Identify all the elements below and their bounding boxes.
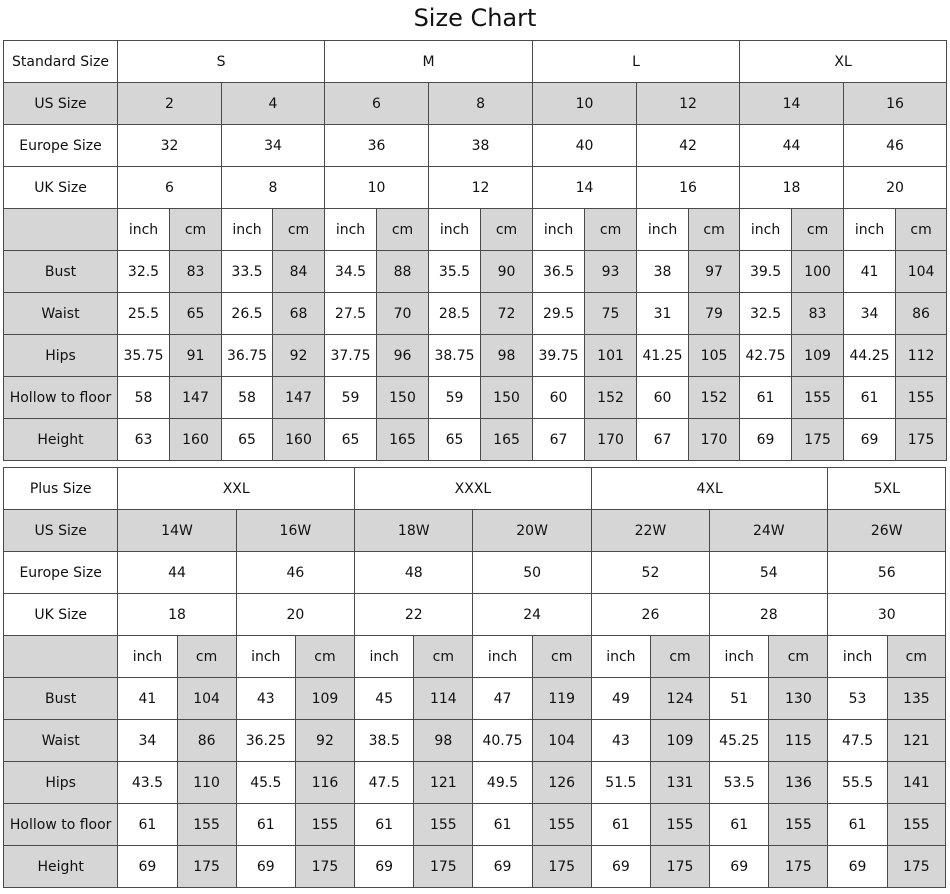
plus-unit-cm: cm [177, 636, 236, 678]
standard-waist-cm-value: 75 [585, 293, 637, 335]
plus-hips-inch-value: 55.5 [828, 762, 887, 804]
standard-corner-label: Standard Size [4, 41, 118, 83]
standard-unit-inch: inch [533, 209, 585, 251]
plus-hips-label: Hips [4, 762, 118, 804]
standard-bust-cm-value: 100 [792, 251, 844, 293]
standard-hollow-to-floor-cm-value: 155 [792, 377, 844, 419]
standard-waist-row [4, 293, 947, 335]
standard-hollow-to-floor-row [4, 377, 947, 419]
plus-unit-cm: cm [650, 636, 709, 678]
plus-group-5xl: 5XL [828, 468, 946, 510]
plus-bust-inch-value: 51 [710, 678, 769, 720]
standard-us-size-cell: 2 [118, 83, 222, 125]
standard-height-inch-value: 65 [222, 419, 273, 461]
plus-height-cm-value: 175 [769, 846, 828, 888]
plus-hollow-to-floor-cm-value: 155 [295, 804, 354, 846]
plus-hips-inch-value: 51.5 [591, 762, 650, 804]
plus-height-inch-value: 69 [828, 846, 887, 888]
standard-hips-label: Hips [4, 335, 118, 377]
plus-corner-label: Plus Size [4, 468, 118, 510]
plus-bust-inch-value: 47 [473, 678, 532, 720]
plus-height-inch-value: 69 [118, 846, 177, 888]
standard-hollow-to-floor-cm-value: 150 [377, 377, 429, 419]
plus-unit-inch: inch [828, 636, 887, 678]
standard-waist-cm-value: 86 [896, 293, 947, 335]
standard-unit-inch: inch [325, 209, 377, 251]
standard-hips-inch-value: 41.25 [637, 335, 689, 377]
standard-unit-cm: cm [689, 209, 740, 251]
plus-uk-size-label: UK Size [4, 594, 118, 636]
standard-hips-cm-value: 109 [792, 335, 844, 377]
plus-europe-size-cell: 56 [828, 552, 946, 594]
page-title: Size Chart [413, 4, 537, 32]
plus-height-cm-value: 175 [177, 846, 236, 888]
plus-waist-cm-value: 92 [295, 720, 354, 762]
plus-unit-cm: cm [887, 636, 945, 678]
standard-height-cm-value: 165 [377, 419, 429, 461]
plus-hips-cm-value: 141 [887, 762, 945, 804]
standard-us-size-cell: 8 [429, 83, 533, 125]
standard-hips-cm-value: 96 [377, 335, 429, 377]
standard-europe-size-label: Europe Size [4, 125, 118, 167]
plus-hollow-to-floor-inch-value: 61 [473, 804, 532, 846]
plus-waist-inch-value: 40.75 [473, 720, 532, 762]
plus-uk-size-cell: 24 [473, 594, 591, 636]
standard-hollow-to-floor-inch-value: 60 [637, 377, 689, 419]
plus-us-size-cell: 16W [236, 510, 354, 552]
plus-hollow-to-floor-inch-value: 61 [355, 804, 414, 846]
standard-us-size-cell: 14 [740, 83, 844, 125]
plus-hollow-to-floor-label: Hollow to floor [4, 804, 118, 846]
plus-us-size-cell: 20W [473, 510, 591, 552]
standard-group-row [4, 41, 947, 83]
plus-bust-cm-value: 119 [532, 678, 591, 720]
standard-unit-inch: inch [844, 209, 896, 251]
plus-group-row [4, 468, 946, 510]
standard-height-cm-value: 175 [896, 419, 947, 461]
standard-unit-row [4, 209, 947, 251]
standard-bust-cm-value: 90 [481, 251, 533, 293]
standard-hips-inch-value: 44.25 [844, 335, 896, 377]
standard-us-size-cell: 12 [637, 83, 740, 125]
standard-europe-size-cell: 44 [740, 125, 844, 167]
standard-uk-size-cell: 20 [844, 167, 947, 209]
standard-height-label: Height [4, 419, 118, 461]
standard-us-size-label: US Size [4, 83, 118, 125]
plus-height-cm-value: 175 [650, 846, 709, 888]
plus-europe-size-cell: 52 [591, 552, 709, 594]
plus-unit-inch: inch [473, 636, 532, 678]
standard-height-cm-value: 175 [792, 419, 844, 461]
standard-hollow-to-floor-inch-value: 60 [533, 377, 585, 419]
standard-height-inch-value: 69 [844, 419, 896, 461]
standard-waist-inch-value: 28.5 [429, 293, 481, 335]
plus-hollow-to-floor-cm-value: 155 [532, 804, 591, 846]
plus-unit-cm: cm [414, 636, 473, 678]
standard-unit-inch: inch [429, 209, 481, 251]
standard-hips-row [4, 335, 947, 377]
plus-hollow-to-floor-cm-value: 155 [650, 804, 709, 846]
plus-unit-inch: inch [355, 636, 414, 678]
standard-us-size-row [4, 83, 947, 125]
plus-uk-size-cell: 28 [710, 594, 828, 636]
plus-hollow-to-floor-inch-value: 61 [118, 804, 177, 846]
standard-unit-inch: inch [118, 209, 170, 251]
plus-height-inch-value: 69 [591, 846, 650, 888]
plus-unit-cm: cm [295, 636, 354, 678]
plus-hips-cm-value: 136 [769, 762, 828, 804]
plus-height-inch-value: 69 [355, 846, 414, 888]
standard-hollow-to-floor-cm-value: 155 [896, 377, 947, 419]
standard-waist-inch-value: 31 [637, 293, 689, 335]
standard-unit-cm: cm [481, 209, 533, 251]
standard-hollow-to-floor-cm-value: 152 [585, 377, 637, 419]
plus-hollow-to-floor-inch-value: 61 [710, 804, 769, 846]
standard-bust-label: Bust [4, 251, 118, 293]
standard-europe-size-cell: 36 [325, 125, 429, 167]
standard-hollow-to-floor-cm-value: 147 [170, 377, 222, 419]
standard-group-m: M [325, 41, 533, 83]
plus-waist-cm-value: 121 [887, 720, 945, 762]
standard-hollow-to-floor-label: Hollow to floor [4, 377, 118, 419]
standard-hollow-to-floor-inch-value: 61 [740, 377, 792, 419]
standard-unit-corner [4, 209, 118, 251]
plus-unit-inch: inch [591, 636, 650, 678]
plus-waist-inch-value: 47.5 [828, 720, 887, 762]
standard-height-cm-value: 170 [689, 419, 740, 461]
plus-size-table [3, 467, 946, 888]
plus-europe-size-cell: 54 [710, 552, 828, 594]
standard-bust-inch-value: 38 [637, 251, 689, 293]
plus-hips-cm-value: 110 [177, 762, 236, 804]
standard-bust-cm-value: 88 [377, 251, 429, 293]
plus-waist-row [4, 720, 946, 762]
standard-hollow-to-floor-inch-value: 59 [325, 377, 377, 419]
standard-unit-cm: cm [792, 209, 844, 251]
standard-height-cm-value: 165 [481, 419, 533, 461]
plus-bust-cm-value: 114 [414, 678, 473, 720]
plus-hollow-to-floor-inch-value: 61 [236, 804, 295, 846]
plus-hips-inch-value: 45.5 [236, 762, 295, 804]
plus-hollow-to-floor-cm-value: 155 [177, 804, 236, 846]
plus-bust-inch-value: 49 [591, 678, 650, 720]
standard-hips-inch-value: 42.75 [740, 335, 792, 377]
standard-us-size-cell: 16 [844, 83, 947, 125]
standard-waist-label: Waist [4, 293, 118, 335]
standard-unit-inch: inch [740, 209, 792, 251]
plus-uk-size-cell: 20 [236, 594, 354, 636]
standard-waist-cm-value: 79 [689, 293, 740, 335]
plus-unit-row [4, 636, 946, 678]
standard-unit-cm: cm [896, 209, 947, 251]
standard-europe-size-cell: 38 [429, 125, 533, 167]
plus-waist-inch-value: 43 [591, 720, 650, 762]
standard-bust-inch-value: 39.5 [740, 251, 792, 293]
standard-bust-inch-value: 34.5 [325, 251, 377, 293]
plus-hollow-to-floor-inch-value: 61 [828, 804, 887, 846]
plus-bust-inch-value: 53 [828, 678, 887, 720]
plus-group-4xl: 4XL [591, 468, 828, 510]
plus-us-size-row [4, 510, 946, 552]
standard-uk-size-cell: 12 [429, 167, 533, 209]
standard-group-xl: XL [740, 41, 947, 83]
standard-height-inch-value: 65 [429, 419, 481, 461]
plus-height-inch-value: 69 [236, 846, 295, 888]
plus-us-size-cell: 22W [591, 510, 709, 552]
standard-bust-row [4, 251, 947, 293]
standard-hips-inch-value: 35.75 [118, 335, 170, 377]
plus-us-size-cell: 26W [828, 510, 946, 552]
plus-europe-size-cell: 50 [473, 552, 591, 594]
plus-bust-cm-value: 135 [887, 678, 945, 720]
standard-europe-size-row [4, 125, 947, 167]
plus-hips-inch-value: 53.5 [710, 762, 769, 804]
standard-unit-inch: inch [637, 209, 689, 251]
standard-bust-inch-value: 41 [844, 251, 896, 293]
plus-group-xxl: XXL [118, 468, 355, 510]
plus-bust-inch-value: 41 [118, 678, 177, 720]
standard-uk-size-cell: 10 [325, 167, 429, 209]
plus-height-cm-value: 175 [887, 846, 945, 888]
plus-hollow-to-floor-row [4, 804, 946, 846]
standard-us-size-cell: 6 [325, 83, 429, 125]
standard-waist-cm-value: 65 [170, 293, 222, 335]
plus-height-row [4, 846, 946, 888]
plus-hips-cm-value: 121 [414, 762, 473, 804]
standard-height-inch-value: 67 [533, 419, 585, 461]
standard-height-cm-value: 170 [585, 419, 637, 461]
standard-hips-cm-value: 98 [481, 335, 533, 377]
standard-hips-inch-value: 39.75 [533, 335, 585, 377]
plus-waist-inch-value: 36.25 [236, 720, 295, 762]
plus-bust-inch-value: 45 [355, 678, 414, 720]
plus-uk-size-cell: 26 [591, 594, 709, 636]
plus-waist-inch-value: 34 [118, 720, 177, 762]
plus-waist-inch-value: 38.5 [355, 720, 414, 762]
plus-uk-size-cell: 22 [355, 594, 473, 636]
plus-waist-cm-value: 86 [177, 720, 236, 762]
plus-us-size-cell: 18W [355, 510, 473, 552]
plus-bust-cm-value: 104 [177, 678, 236, 720]
plus-height-inch-value: 69 [710, 846, 769, 888]
plus-europe-size-label: Europe Size [4, 552, 118, 594]
standard-unit-cm: cm [170, 209, 222, 251]
standard-height-inch-value: 67 [637, 419, 689, 461]
standard-hips-inch-value: 36.75 [222, 335, 273, 377]
plus-group-xxxl: XXXL [355, 468, 592, 510]
standard-waist-cm-value: 72 [481, 293, 533, 335]
standard-hollow-to-floor-inch-value: 58 [222, 377, 273, 419]
plus-hips-cm-value: 116 [295, 762, 354, 804]
standard-uk-size-cell: 6 [118, 167, 222, 209]
standard-europe-size-cell: 40 [533, 125, 637, 167]
standard-height-cm-value: 160 [273, 419, 325, 461]
standard-group-l: L [533, 41, 740, 83]
standard-waist-inch-value: 32.5 [740, 293, 792, 335]
plus-waist-cm-value: 98 [414, 720, 473, 762]
plus-us-size-cell: 24W [710, 510, 828, 552]
plus-uk-size-cell: 18 [118, 594, 236, 636]
plus-waist-label: Waist [4, 720, 118, 762]
plus-waist-cm-value: 115 [769, 720, 828, 762]
plus-height-label: Height [4, 846, 118, 888]
standard-waist-inch-value: 26.5 [222, 293, 273, 335]
plus-height-cm-value: 175 [295, 846, 354, 888]
plus-uk-size-row [4, 594, 946, 636]
standard-hollow-to-floor-inch-value: 58 [118, 377, 170, 419]
standard-waist-inch-value: 27.5 [325, 293, 377, 335]
standard-unit-cm: cm [585, 209, 637, 251]
standard-uk-size-cell: 8 [222, 167, 325, 209]
plus-unit-cm: cm [769, 636, 828, 678]
plus-hollow-to-floor-cm-value: 155 [769, 804, 828, 846]
plus-europe-size-cell: 44 [118, 552, 236, 594]
plus-hips-cm-value: 126 [532, 762, 591, 804]
plus-hollow-to-floor-inch-value: 61 [591, 804, 650, 846]
standard-unit-cm: cm [273, 209, 325, 251]
standard-hollow-to-floor-cm-value: 150 [481, 377, 533, 419]
plus-bust-label: Bust [4, 678, 118, 720]
standard-europe-size-cell: 34 [222, 125, 325, 167]
plus-hips-cm-value: 131 [650, 762, 709, 804]
plus-hollow-to-floor-cm-value: 155 [414, 804, 473, 846]
standard-group-s: S [118, 41, 325, 83]
plus-unit-inch: inch [118, 636, 177, 678]
standard-hips-cm-value: 112 [896, 335, 947, 377]
plus-uk-size-cell: 30 [828, 594, 946, 636]
standard-waist-cm-value: 68 [273, 293, 325, 335]
plus-bust-row [4, 678, 946, 720]
standard-bust-cm-value: 104 [896, 251, 947, 293]
standard-us-size-cell: 4 [222, 83, 325, 125]
standard-unit-cm: cm [377, 209, 429, 251]
standard-height-inch-value: 63 [118, 419, 170, 461]
standard-bust-cm-value: 93 [585, 251, 637, 293]
standard-bust-cm-value: 83 [170, 251, 222, 293]
standard-height-inch-value: 65 [325, 419, 377, 461]
plus-bust-cm-value: 109 [295, 678, 354, 720]
standard-europe-size-cell: 32 [118, 125, 222, 167]
standard-waist-inch-value: 34 [844, 293, 896, 335]
plus-hips-inch-value: 43.5 [118, 762, 177, 804]
standard-hollow-to-floor-inch-value: 59 [429, 377, 481, 419]
standard-uk-size-cell: 18 [740, 167, 844, 209]
standard-hips-cm-value: 91 [170, 335, 222, 377]
plus-europe-size-cell: 46 [236, 552, 354, 594]
plus-waist-cm-value: 109 [650, 720, 709, 762]
standard-bust-inch-value: 35.5 [429, 251, 481, 293]
plus-hollow-to-floor-cm-value: 155 [887, 804, 945, 846]
plus-height-inch-value: 69 [473, 846, 532, 888]
plus-unit-inch: inch [236, 636, 295, 678]
plus-hips-inch-value: 49.5 [473, 762, 532, 804]
standard-waist-inch-value: 25.5 [118, 293, 170, 335]
plus-height-cm-value: 175 [414, 846, 473, 888]
plus-unit-inch: inch [710, 636, 769, 678]
standard-bust-inch-value: 33.5 [222, 251, 273, 293]
standard-hollow-to-floor-inch-value: 61 [844, 377, 896, 419]
standard-height-cm-value: 160 [170, 419, 222, 461]
standard-hollow-to-floor-cm-value: 147 [273, 377, 325, 419]
plus-europe-size-cell: 48 [355, 552, 473, 594]
standard-size-table [3, 40, 947, 461]
standard-unit-inch: inch [222, 209, 273, 251]
standard-bust-inch-value: 32.5 [118, 251, 170, 293]
standard-hips-cm-value: 105 [689, 335, 740, 377]
standard-europe-size-cell: 46 [844, 125, 947, 167]
plus-waist-cm-value: 104 [532, 720, 591, 762]
plus-unit-corner [4, 636, 118, 678]
plus-hips-row [4, 762, 946, 804]
standard-hips-cm-value: 92 [273, 335, 325, 377]
plus-bust-cm-value: 124 [650, 678, 709, 720]
standard-us-size-cell: 10 [533, 83, 637, 125]
plus-europe-size-row [4, 552, 946, 594]
plus-hips-inch-value: 47.5 [355, 762, 414, 804]
plus-unit-cm: cm [532, 636, 591, 678]
plus-bust-inch-value: 43 [236, 678, 295, 720]
standard-hips-cm-value: 101 [585, 335, 637, 377]
standard-uk-size-label: UK Size [4, 167, 118, 209]
standard-hollow-to-floor-cm-value: 152 [689, 377, 740, 419]
standard-bust-cm-value: 84 [273, 251, 325, 293]
standard-bust-cm-value: 97 [689, 251, 740, 293]
standard-waist-inch-value: 29.5 [533, 293, 585, 335]
standard-europe-size-cell: 42 [637, 125, 740, 167]
plus-us-size-cell: 14W [118, 510, 236, 552]
standard-uk-size-row [4, 167, 947, 209]
standard-waist-cm-value: 70 [377, 293, 429, 335]
standard-hips-inch-value: 37.75 [325, 335, 377, 377]
plus-height-cm-value: 175 [532, 846, 591, 888]
plus-waist-inch-value: 45.25 [710, 720, 769, 762]
standard-height-row [4, 419, 947, 461]
standard-waist-cm-value: 83 [792, 293, 844, 335]
plus-us-size-label: US Size [4, 510, 118, 552]
plus-bust-cm-value: 130 [769, 678, 828, 720]
standard-height-inch-value: 69 [740, 419, 792, 461]
standard-hips-inch-value: 38.75 [429, 335, 481, 377]
standard-uk-size-cell: 14 [533, 167, 637, 209]
standard-bust-inch-value: 36.5 [533, 251, 585, 293]
standard-uk-size-cell: 16 [637, 167, 740, 209]
